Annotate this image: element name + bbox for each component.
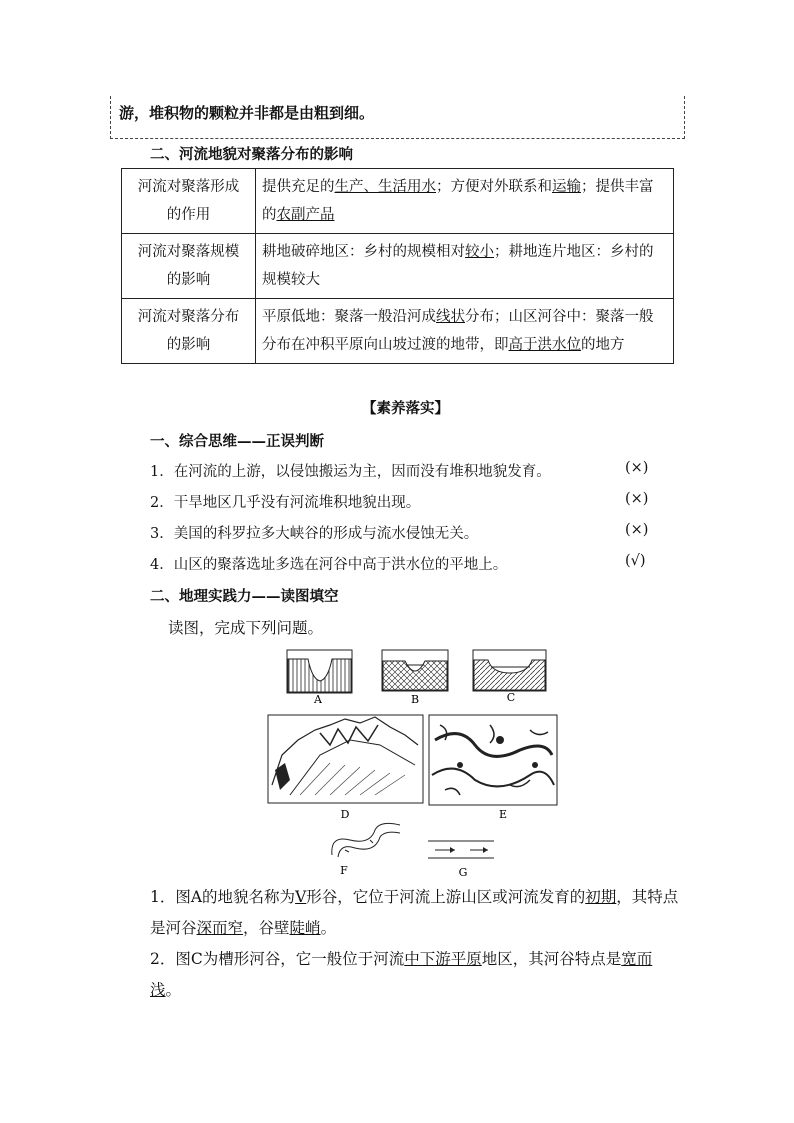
judgment-item: 2．干旱地区几乎没有河流堆积地貌出现。 [150,495,421,511]
figure-c [473,650,546,691]
figure-g [428,841,494,858]
figure-f [332,823,400,857]
judgment-item: 3．美国的科罗拉多大峡谷的形成与流水侵蚀无关。 [150,526,479,542]
judgment-mark: (×) [625,522,649,538]
figure-label: B [410,693,420,706]
table-row [122,299,674,364]
instruction: 读图，完成下列问题。 [168,619,324,637]
judgment-item: 4．山区的聚落选址多选在河谷中高于洪水位的平地上。 [150,557,508,573]
figure-label: E [498,808,508,821]
part1-title: 一、综合思维——正误判断 [150,433,324,450]
note-text: 游，堆积物的颗粒并非都是由粗到细。 [119,104,375,122]
judgment-item: 1．在河流的上游，以侵蚀搬运为主，因而没有堆积地貌发育。 [150,464,551,480]
practice-title: 【素养落实】 [362,400,449,417]
figure-label: D [340,808,350,821]
row-content: 耕地破碎地区：乡村的规模相对较小；耕地连片地区：乡村的规模较大 [256,234,674,299]
figure-label: A [314,693,322,706]
judgment-mark: (×) [625,491,649,507]
figure-b [382,650,448,691]
figure-a [287,650,352,693]
row-label: 河流对聚落规模 的影响 [122,234,256,299]
row-content: 平原低地：聚落一般沿河成线状分布；山区河谷中：聚落一般分布在冲积平原向山坡过渡的地带，即高于洪水位的地方 [256,299,674,364]
figure-label: C [506,691,516,704]
part2-title: 二、地理实践力——读图填空 [150,588,339,605]
question-2: 2．图C为槽形河谷，它一般位于河流中下游平原地区，其河谷特点是宽而浅。 [150,950,653,999]
row-label: 河流对聚落分布 的影响 [122,299,256,364]
judgment-mark: (×) [625,460,649,476]
row-content: 提供充足的生产、生活用水；方便对外联系和运输；提供丰富的农副产品 [256,169,674,234]
section-title: 二、河流地貌对聚落分布的影响 [150,146,353,163]
figure-label: F [340,864,348,877]
figure-e [429,715,557,805]
table-row [122,234,674,299]
row-label: 河流对聚落形成 的作用 [122,169,256,234]
info-table [121,168,674,364]
valley-figure [260,645,560,880]
note-box [110,96,685,139]
figure-d [268,715,423,803]
question-1: 1．图A的地貌名称为V形谷，它位于河流上游山区或河流发育的初期，其特点是河谷深而窄，谷壁陡峭。 [150,888,679,937]
judgment-mark: (√) [625,553,646,569]
figure-label: G [458,866,468,879]
table-row [122,169,674,234]
